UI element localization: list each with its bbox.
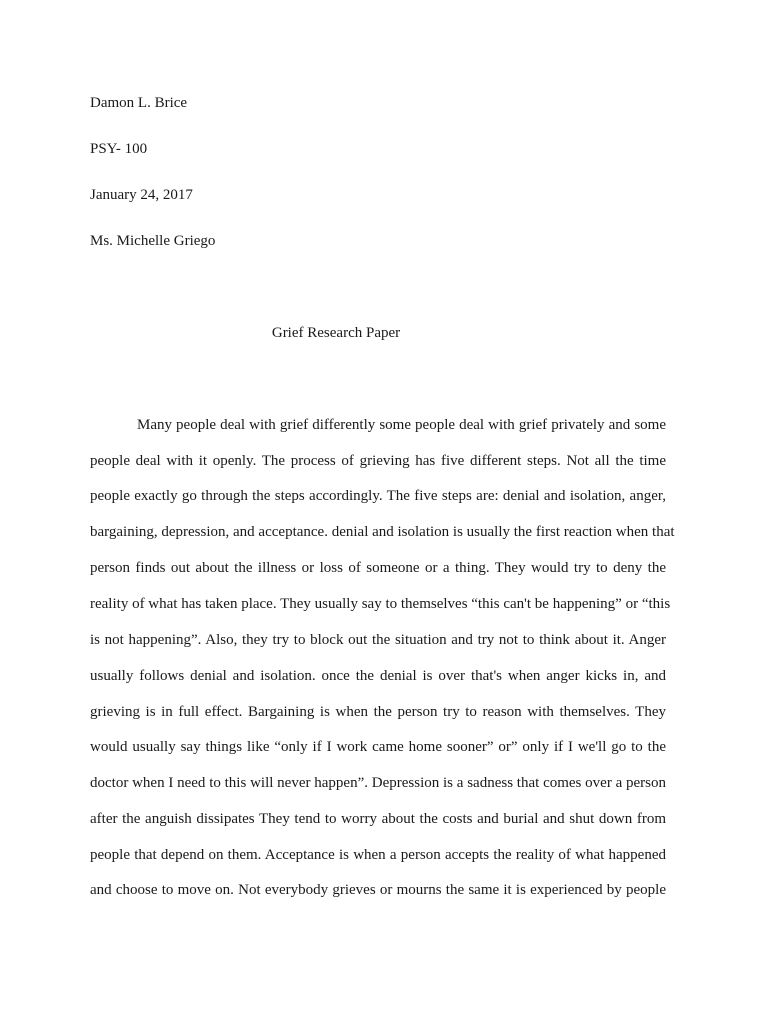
body-line: would usually say things like “only if I work came home sooner” or” only if I we'll go to the xyxy=(90,739,666,755)
body-line: people deal with it openly. The process of grieving has five different steps. Not all the time xyxy=(90,453,666,469)
body-line: and choose to move on. Not everybody grieves or mourns the same it is experienced by people xyxy=(90,882,666,898)
body-line: Many people deal with grief differently some people deal with grief privately and some xyxy=(137,417,666,433)
body-line: bargaining, depression, and acceptance. denial and isolation is usually the first reaction when that xyxy=(90,524,675,540)
body-line: people exactly go through the steps accordingly. The five steps are: denial and isolation, anger, xyxy=(90,488,666,504)
body-line: after the anguish dissipates They tend to worry about the costs and burial and shut down from xyxy=(90,811,666,827)
paper-title: Grief Research Paper xyxy=(271,325,401,341)
body-line: doctor when I need to this will never happen”. Depression is a sadness that comes over a person xyxy=(90,775,666,791)
body-line: reality of what has taken place. They usually say to themselves “this can't be happening” or “this xyxy=(90,596,671,612)
body-line: usually follows denial and isolation. once the denial is over that's when anger kicks in, and xyxy=(90,668,666,684)
body-line: grieving is in full effect. Bargaining is when the person try to reason with themselves. They xyxy=(90,704,666,720)
instructor-name: Ms. Michelle Griego xyxy=(90,233,216,249)
author-name: Damon L. Brice xyxy=(90,95,188,111)
body-line: people that depend on them. Acceptance is when a person accepts the reality of what happened xyxy=(90,847,666,863)
body-line: is not happening”. Also, they try to block out the situation and try not to think about it. Anger xyxy=(90,632,666,648)
paper-date: January 24, 2017 xyxy=(90,187,193,203)
course-code: PSY- 100 xyxy=(90,141,148,157)
body-line: person finds out about the illness or loss of someone or a thing. They would try to deny the xyxy=(90,560,666,576)
